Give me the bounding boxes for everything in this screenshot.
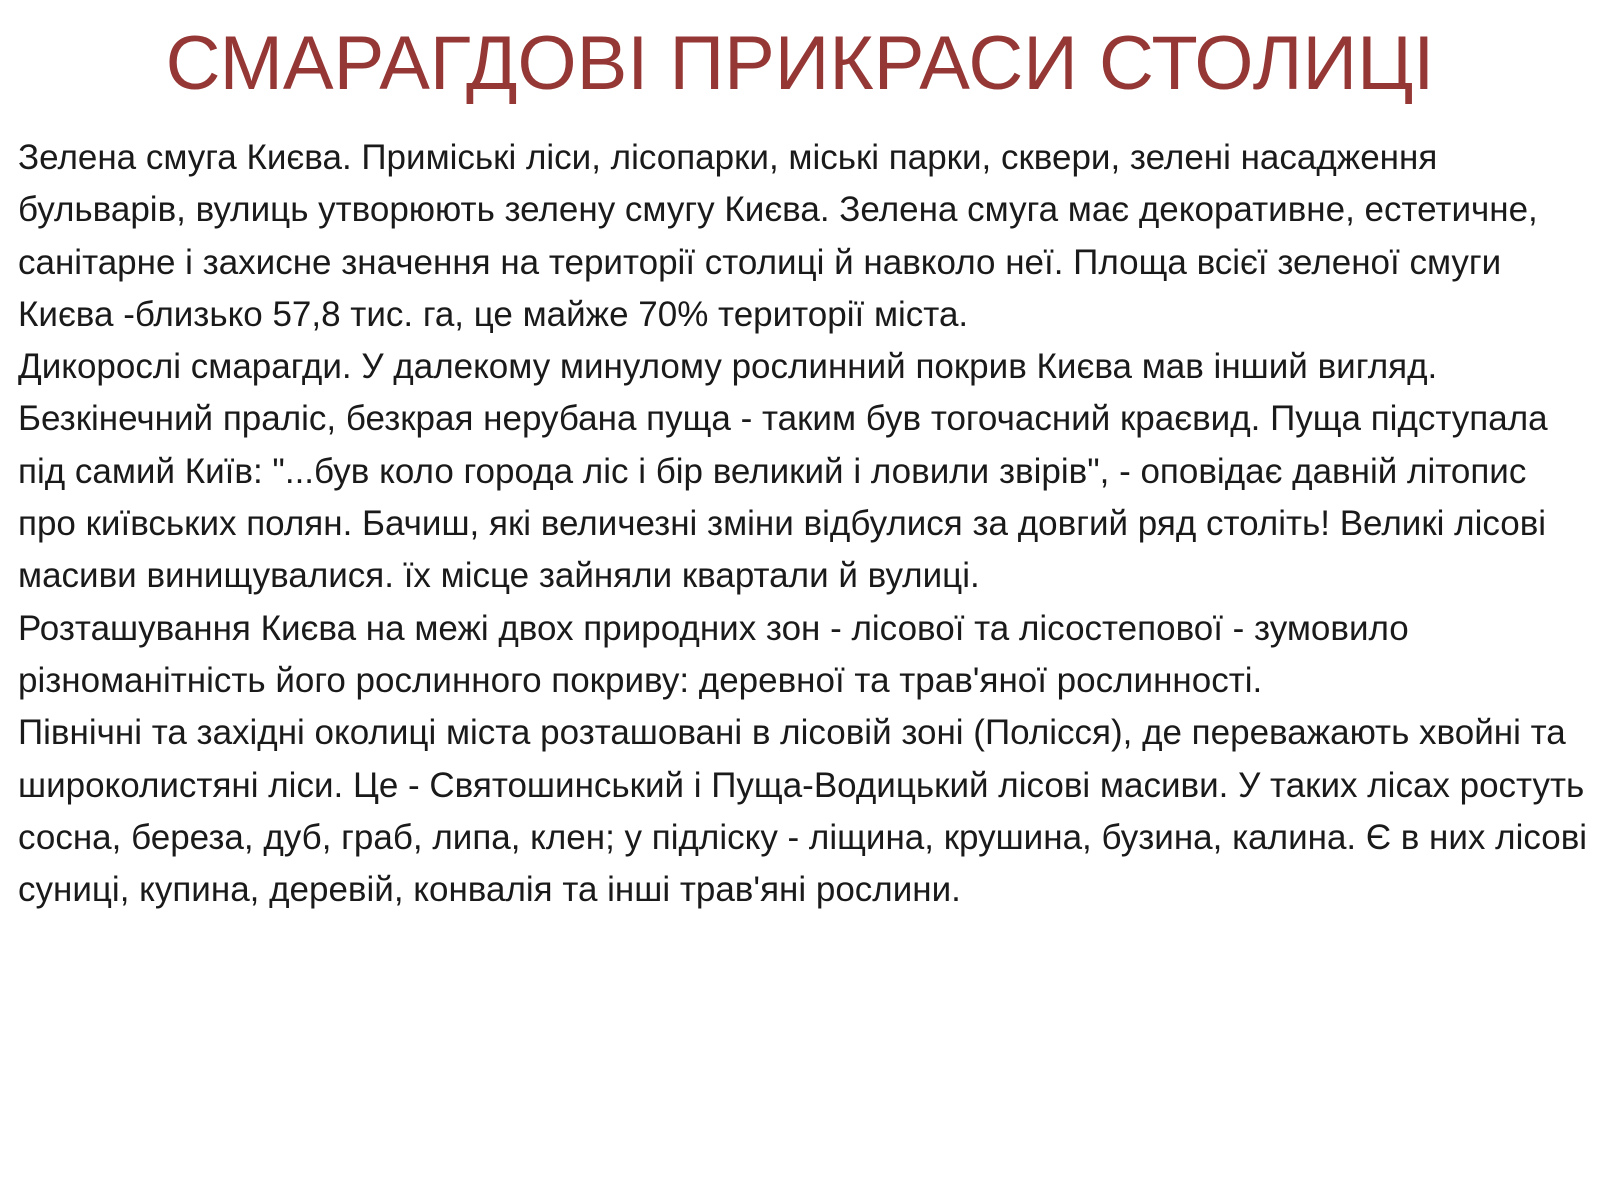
paragraph-forest-zone: Північні та західні околиці міста розташовані в лісовій зоні (Полісся), де переважають хвойні та широколистяні ліси. Це - Святошинський і Пуща-Водицький лісові масиви. У таких лісах ростуть сосна, береза, дуб, граб, липа, клен; у підліску - ліщина, крушина, бузина, калина. Є в них лісові суниці, купина, деревій, конвалія та інші трав'яні рослини.: [18, 713, 1588, 910]
paragraph-green-belt: Зелена смуга Києва. Приміські ліси, лісопарки, міські парки, сквери, зелені насадження бульварів, вулиць утворюють зелену смугу Києва. Зелена смуга має декоративне, естетичне, санітарне і захисне значення на території столиці й навколо неї. Площа всієї зеленої смуги Києва -близько 57,8 тис. га, це майже 70% території міста.: [18, 138, 1538, 334]
slide-body: [18, 132, 1588, 916]
paragraph-natural-zones: Розташування Києва на межі двох природних зон - лісової та лісостепової - зумовило різноманітність його рослинного покриву: деревної та трав'яної рослинності.: [18, 608, 1409, 700]
paragraph-wild-emeralds: Дикорослі смарагди. У далекому минулому рослинний покрив Києва мав інший вигляд. Безкінечний праліс, безкрая нерубана пуща - таким був тогочасний краєвид. Пуща підступала під самий Київ: "...був коло города ліс і бір великий і ловили звірів", - оповідає давній літопис про київських полян. Бачиш, які величезні зміни відбулися за довгий ряд століть! Великі лісові масиви винищувалися. їх місце зайняли квартали й вулиці.: [18, 347, 1548, 596]
slide-title: СМАРАГДОВІ ПРИКРАСИ СТОЛИЦІ: [165, 21, 1435, 106]
